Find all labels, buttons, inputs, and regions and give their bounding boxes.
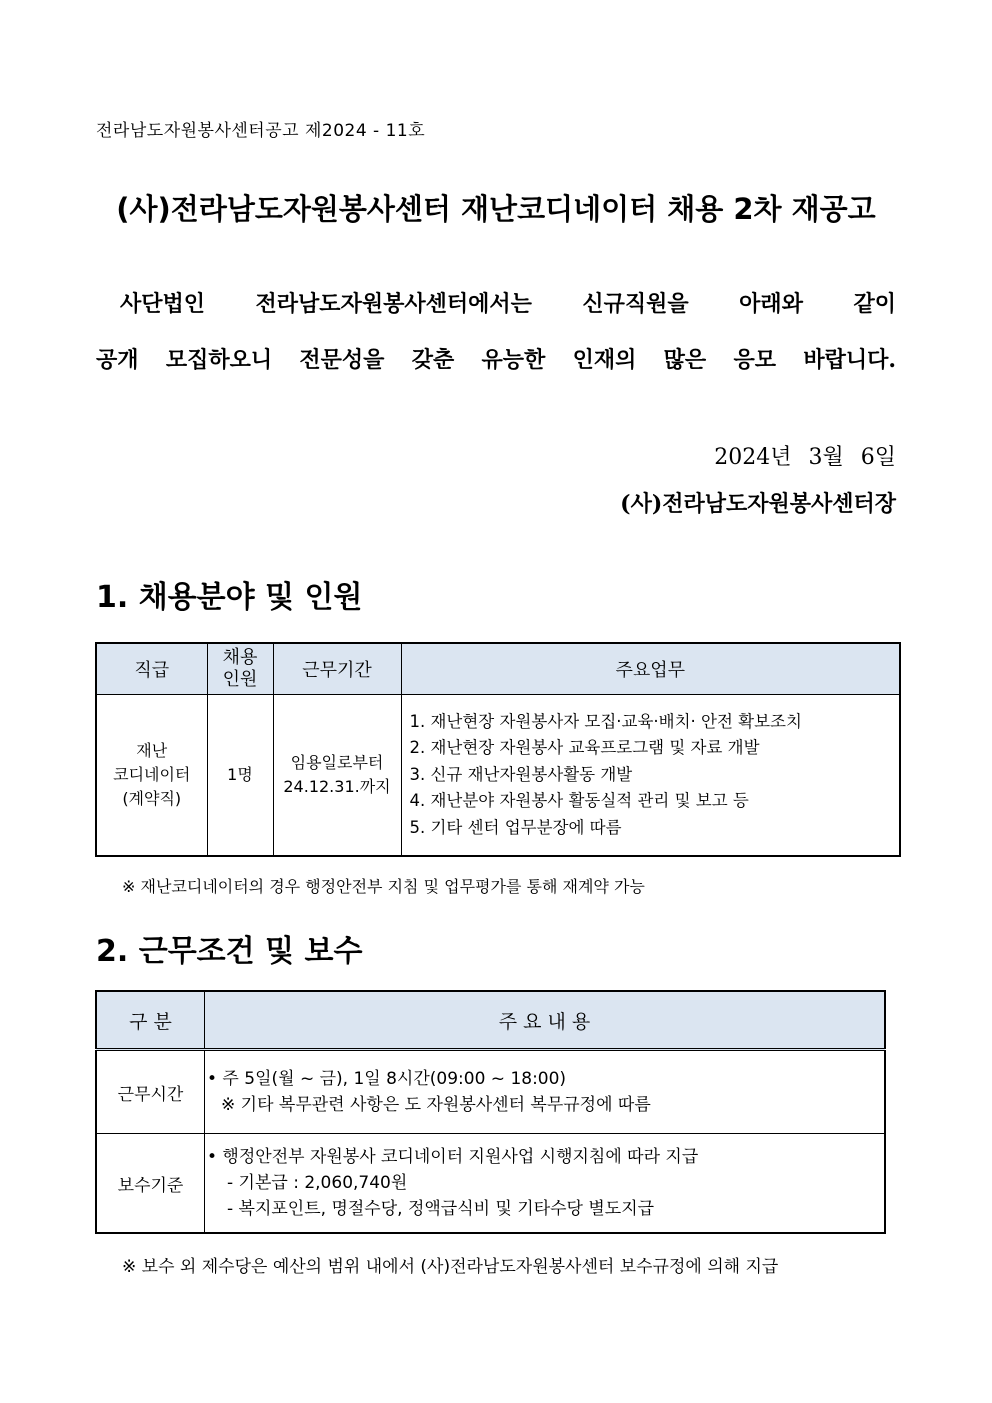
conditions-header-row [96, 991, 885, 1050]
cell-position [96, 695, 207, 857]
content-pay-standard [205, 1134, 886, 1234]
conditions-table [95, 990, 886, 1234]
header-headcount-line1: 채용 [222, 647, 258, 668]
duty-item: 2. 재난현장 자원봉사 교육프로그램 및 자료 개발 [409, 738, 760, 758]
cell-headcount: 1명 [207, 695, 273, 857]
content-line: • 주 5일(월 ~ 금), 1일 8시간(09:00 ~ 18:00) [207, 1069, 567, 1089]
header-headcount-line2: 인원 [222, 669, 258, 690]
period-line1: 임용일로부터 [290, 753, 384, 772]
conditions-row-pay [96, 1134, 885, 1234]
recruitment-header-row [96, 643, 900, 695]
header-period: 근무기간 [273, 643, 401, 695]
position-line1: 재난 [136, 741, 168, 760]
header-headcount [207, 643, 273, 695]
header-category: 구 분 [96, 991, 205, 1050]
position-line2: 코디네이터 [113, 765, 191, 784]
signatory: (사)전라남도자원봉사센터장 [620, 491, 896, 517]
label-work-hours: 근무시간 [96, 1050, 205, 1134]
content-line: • 행정안전부 자원봉사 코디네이터 지원사업 시행지침에 따라 지급 [207, 1147, 699, 1167]
section-2-note: ※ 보수 외 제수당은 예산의 범위 내에서 (사)전라남도자원봉사센터 보수규정에 의해 지급 [122, 1257, 779, 1277]
duty-item: 5. 기타 센터 업무분장에 따름 [409, 817, 622, 837]
intro-line-1: 사단법인 전라남도자원봉사센터에서는 신규직원을 아래와 같이 [120, 291, 896, 317]
intro-line-2: 공개 모집하오니 전문성을 갖춘 유능한 인재의 많은 응모 바랍니다. [96, 347, 896, 373]
cell-duties [401, 695, 900, 857]
content-line: ※ 기타 복무관련 사항은 도 자원봉사센터 복무규정에 따름 [221, 1095, 651, 1115]
page-title: (사)전라남도자원봉사센터 재난코디네이터 채용 2차 재공고 [116, 192, 876, 226]
position-line3: (계약직) [122, 789, 182, 808]
label-pay-standard: 보수기준 [96, 1134, 205, 1234]
notice-date: 2024년 3월 6일 [714, 445, 896, 470]
recruitment-row [96, 695, 900, 857]
content-work-hours [205, 1050, 886, 1134]
header-position: 직급 [96, 643, 207, 695]
period-line2: 24.12.31.까지 [283, 777, 391, 796]
duty-item: 4. 재난분야 자원봉사 활동실적 관리 및 보고 등 [409, 791, 749, 811]
recruitment-table [95, 642, 901, 857]
section-1-heading: 1. 채용분야 및 인원 [96, 580, 363, 615]
duty-item: 3. 신규 재난자원봉사활동 개발 [409, 764, 633, 784]
conditions-row-hours [96, 1050, 885, 1134]
section-2-heading: 2. 근무조건 및 보수 [96, 934, 363, 969]
content-line: - 복지포인트, 명절수당, 정액급식비 및 기타수당 별도지급 [227, 1199, 655, 1219]
duty-item: 1. 재난현장 자원봉사자 모집·교육·배치· 안전 확보조치 [409, 711, 802, 731]
header-duties: 주요업무 [401, 643, 900, 695]
content-line: - 기본급 : 2,060,740원 [227, 1173, 408, 1193]
section-1-note: ※ 재난코디네이터의 경우 행정안전부 지침 및 업무평가를 통해 재계약 가능 [122, 877, 645, 896]
cell-period [273, 695, 401, 857]
header-content: 주 요 내 용 [205, 991, 886, 1050]
notice-number: 전라남도자원봉사센터공고 제2024 - 11호 [96, 121, 426, 141]
